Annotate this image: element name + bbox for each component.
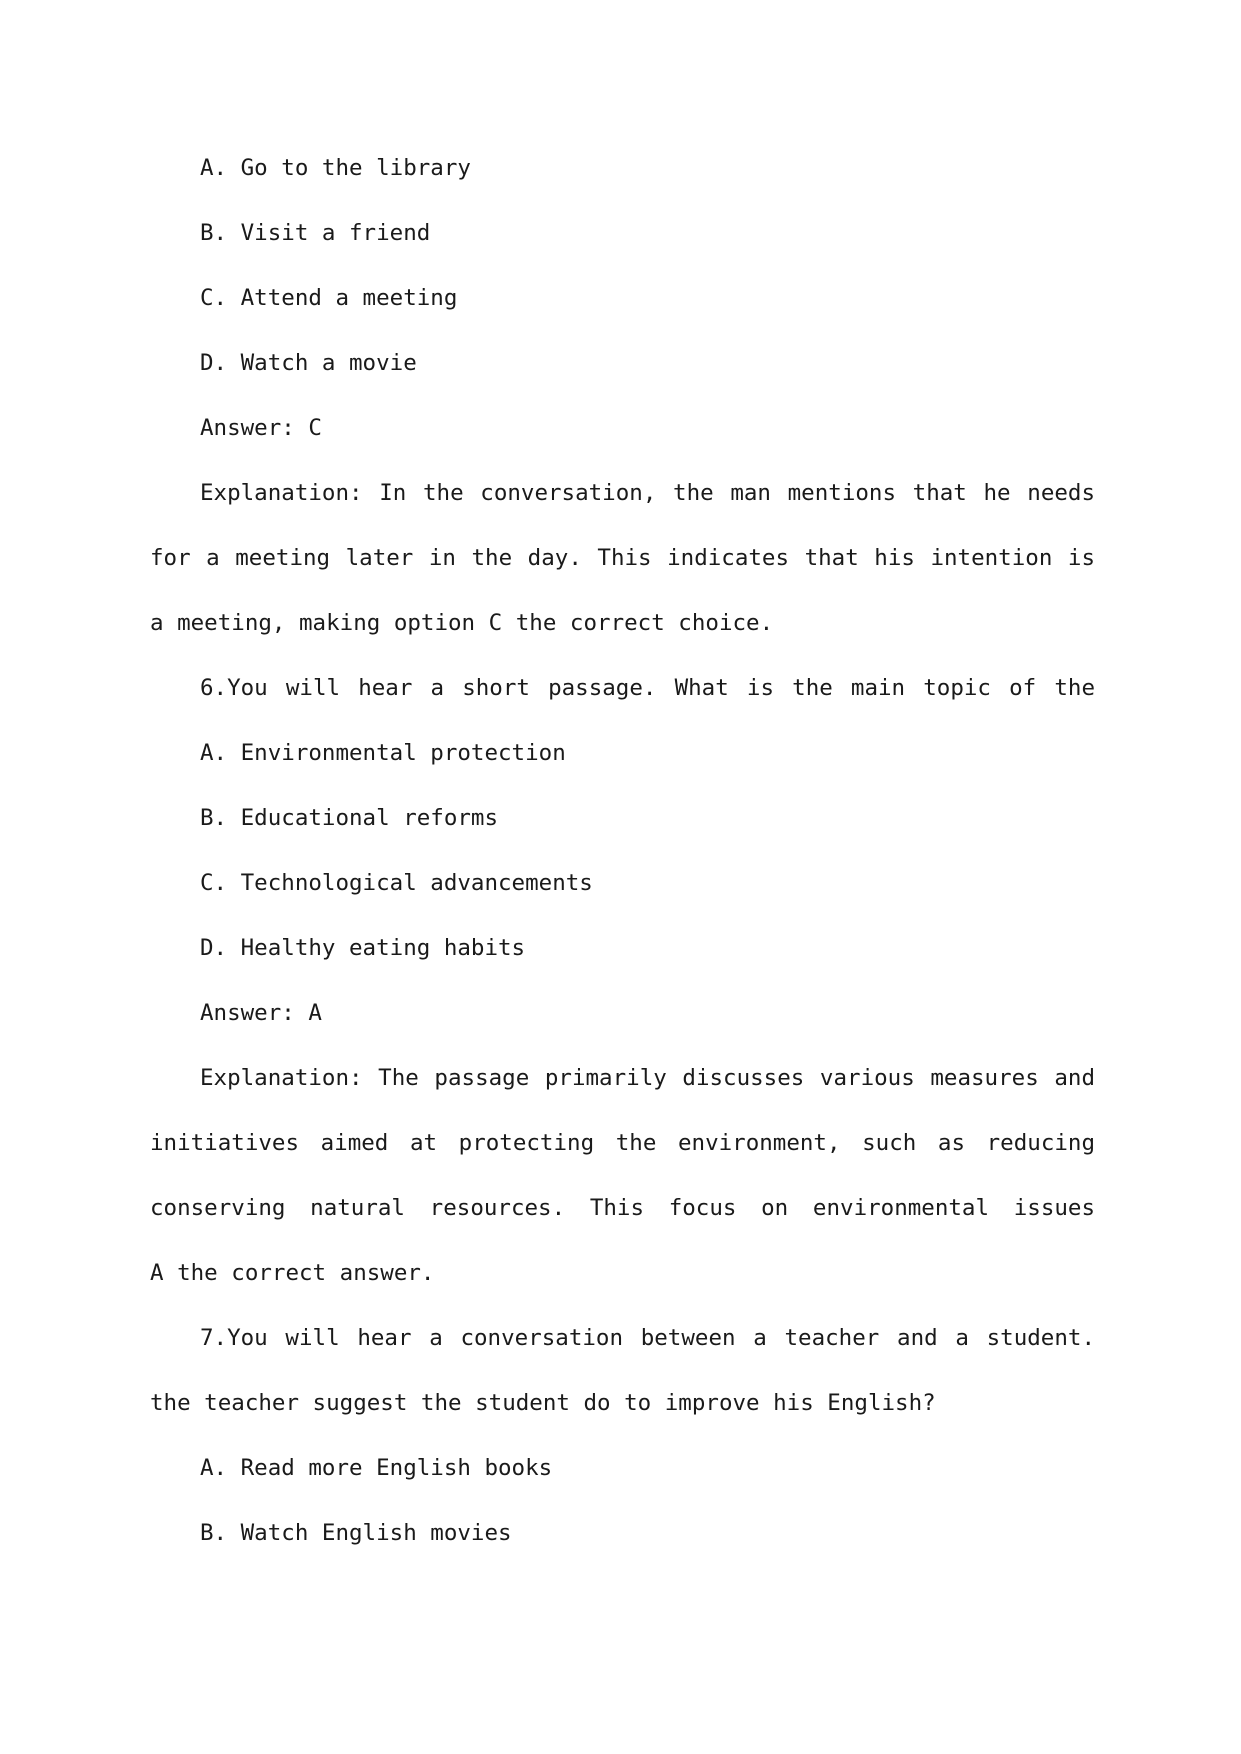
q5-option-b: B. Visit a friend: [200, 220, 431, 246]
q6-option-c: C. Technological advancements: [200, 870, 593, 896]
q6-option-d: D. Healthy eating habits: [200, 935, 526, 961]
q6-option-b: B. Educational reforms: [200, 805, 499, 831]
q6-option-a: A. Environmental protection: [200, 740, 566, 766]
q5-option-d: D. Watch a movie: [200, 350, 417, 376]
q7-question-line-1: 7.You will hear a conversation between a teacher and a student.: [200, 1325, 1095, 1351]
q5-option-a: A. Go to the library: [200, 155, 471, 181]
q7-option-b: B. Watch English movies: [200, 1520, 512, 1546]
q6-explanation-line-4: A the correct answer.: [150, 1260, 435, 1286]
q6-explanation-line-3: conserving natural resources. This focus on environmental issues: [150, 1195, 1095, 1221]
q5-answer: Answer: C: [200, 415, 322, 441]
q5-option-c: C. Attend a meeting: [200, 285, 458, 311]
page-content: [150, 136, 1095, 1566]
q5-explanation-line-3: a meeting, making option C the correct choice.: [150, 610, 774, 636]
q6-question: 6.You will hear a short passage. What is the main topic of the: [200, 675, 1095, 701]
q6-explanation-line-2: initiatives aimed at protecting the environment, such as reducing: [150, 1130, 1095, 1156]
q7-question-line-2: the teacher suggest the student do to improve his English?: [150, 1390, 936, 1416]
q6-explanation-line-1: Explanation: The passage primarily discusses various measures and: [200, 1065, 1095, 1091]
q6-answer: Answer: A: [200, 1000, 322, 1026]
q7-option-a: A. Read more English books: [200, 1455, 553, 1481]
q5-explanation-line-1: Explanation: In the conversation, the man mentions that he needs: [200, 480, 1095, 506]
q5-explanation-line-2: for a meeting later in the day. This indicates that his intention is: [150, 545, 1095, 571]
